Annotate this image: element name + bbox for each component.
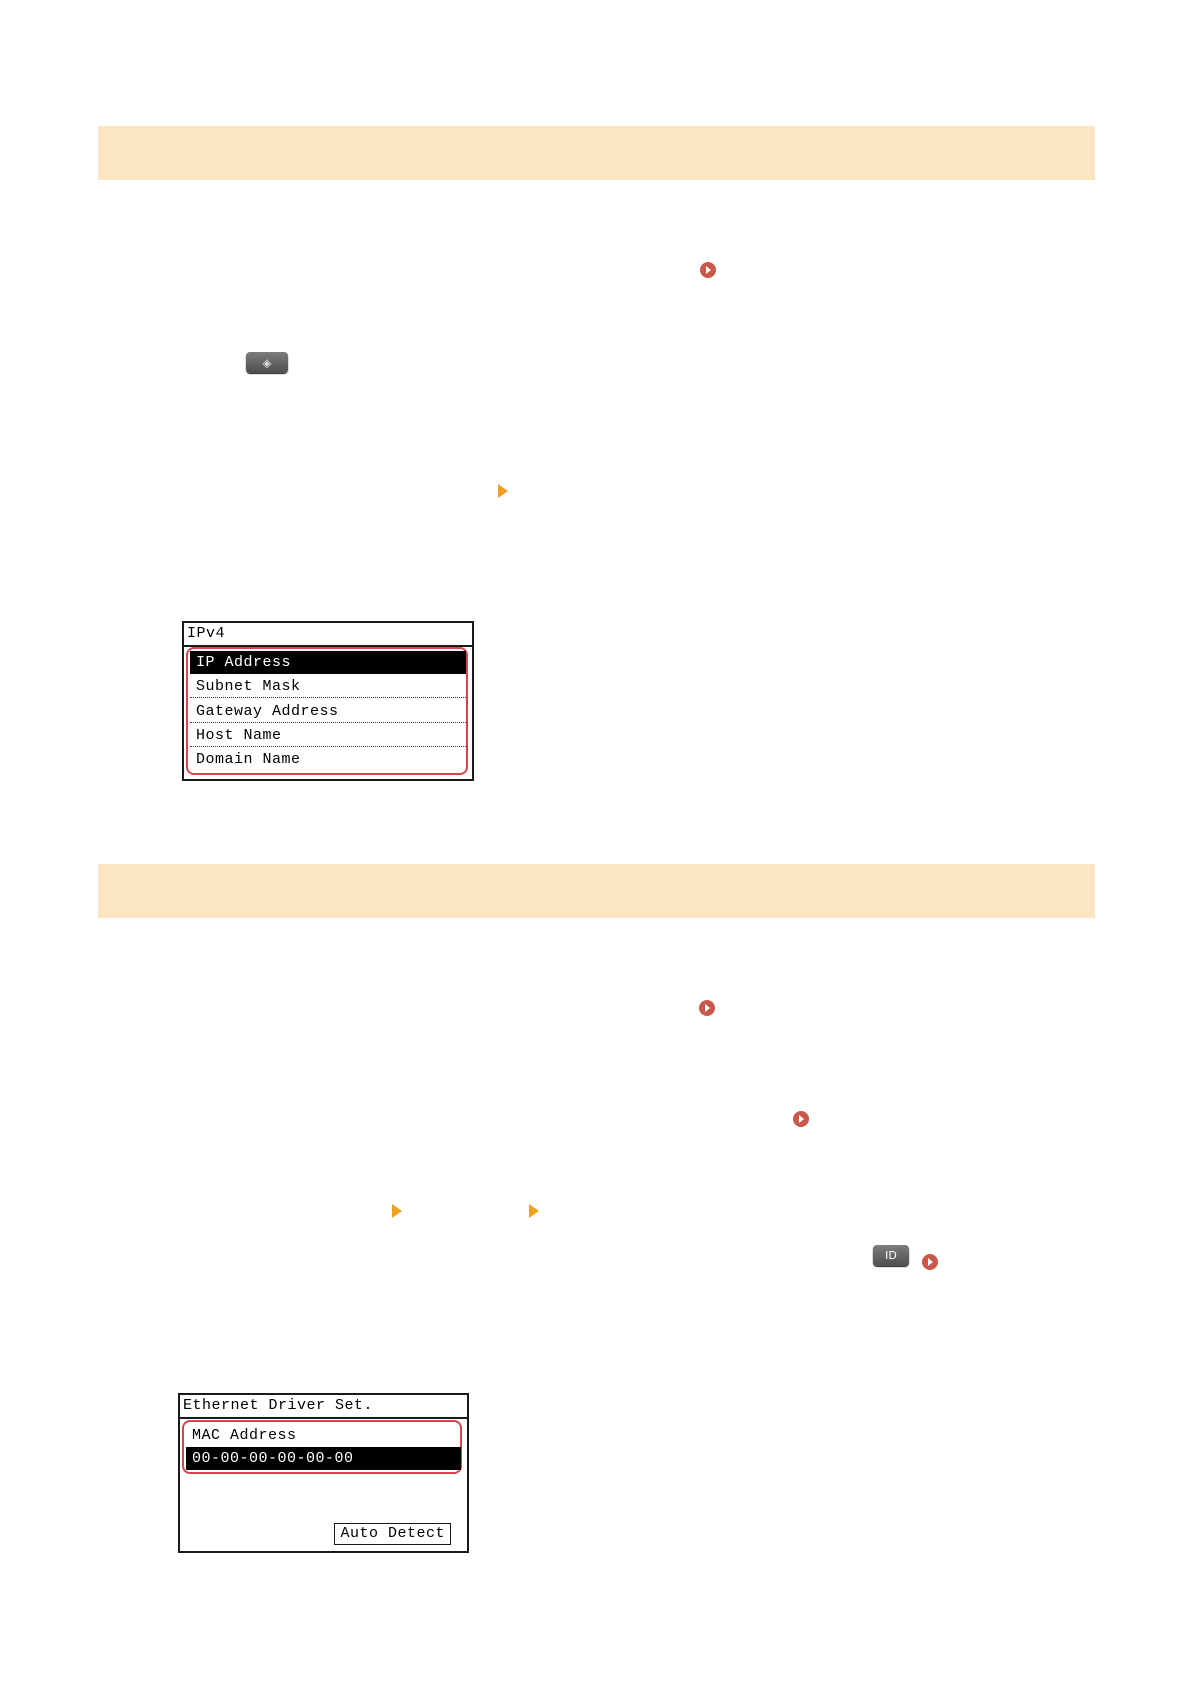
link-arrow-icon[interactable] <box>793 1111 809 1127</box>
section-heading-band-1 <box>98 126 1095 180</box>
ipv4-item-gateway-address[interactable]: Gateway Address <box>190 700 466 723</box>
link-arrow-icon[interactable] <box>700 262 716 278</box>
ipv4-item-host-name[interactable]: Host Name <box>190 724 466 747</box>
id-key-icon <box>873 1245 909 1266</box>
ethernet-lcd-screen <box>178 1393 469 1553</box>
step-arrow-icon <box>498 484 508 498</box>
link-arrow-icon[interactable] <box>922 1254 938 1270</box>
lcd-title: IPv4 <box>187 625 226 642</box>
ipv4-item-subnet-mask[interactable]: Subnet Mask <box>190 675 466 698</box>
ipv4-item-ip-address[interactable]: IP Address <box>190 651 466 674</box>
step-arrow-icon <box>529 1204 539 1218</box>
section-heading-band-2 <box>98 864 1095 918</box>
home-key-icon <box>246 352 288 373</box>
ipv4-item-domain-name[interactable]: Domain Name <box>196 751 301 768</box>
mac-address-label: MAC Address <box>192 1427 297 1444</box>
link-arrow-icon[interactable] <box>699 1000 715 1016</box>
mac-address-value[interactable]: 00-00-00-00-00-00 <box>186 1447 461 1470</box>
step-arrow-icon <box>392 1204 402 1218</box>
ipv4-lcd-screen <box>182 621 474 781</box>
auto-detect-button[interactable]: Auto Detect <box>334 1523 451 1545</box>
id-key-label: ID <box>885 1249 897 1262</box>
lcd-title-divider <box>180 1417 467 1419</box>
home-key-glyph: ◈ <box>262 355 272 370</box>
lcd-title: Ethernet Driver Set. <box>183 1397 374 1414</box>
